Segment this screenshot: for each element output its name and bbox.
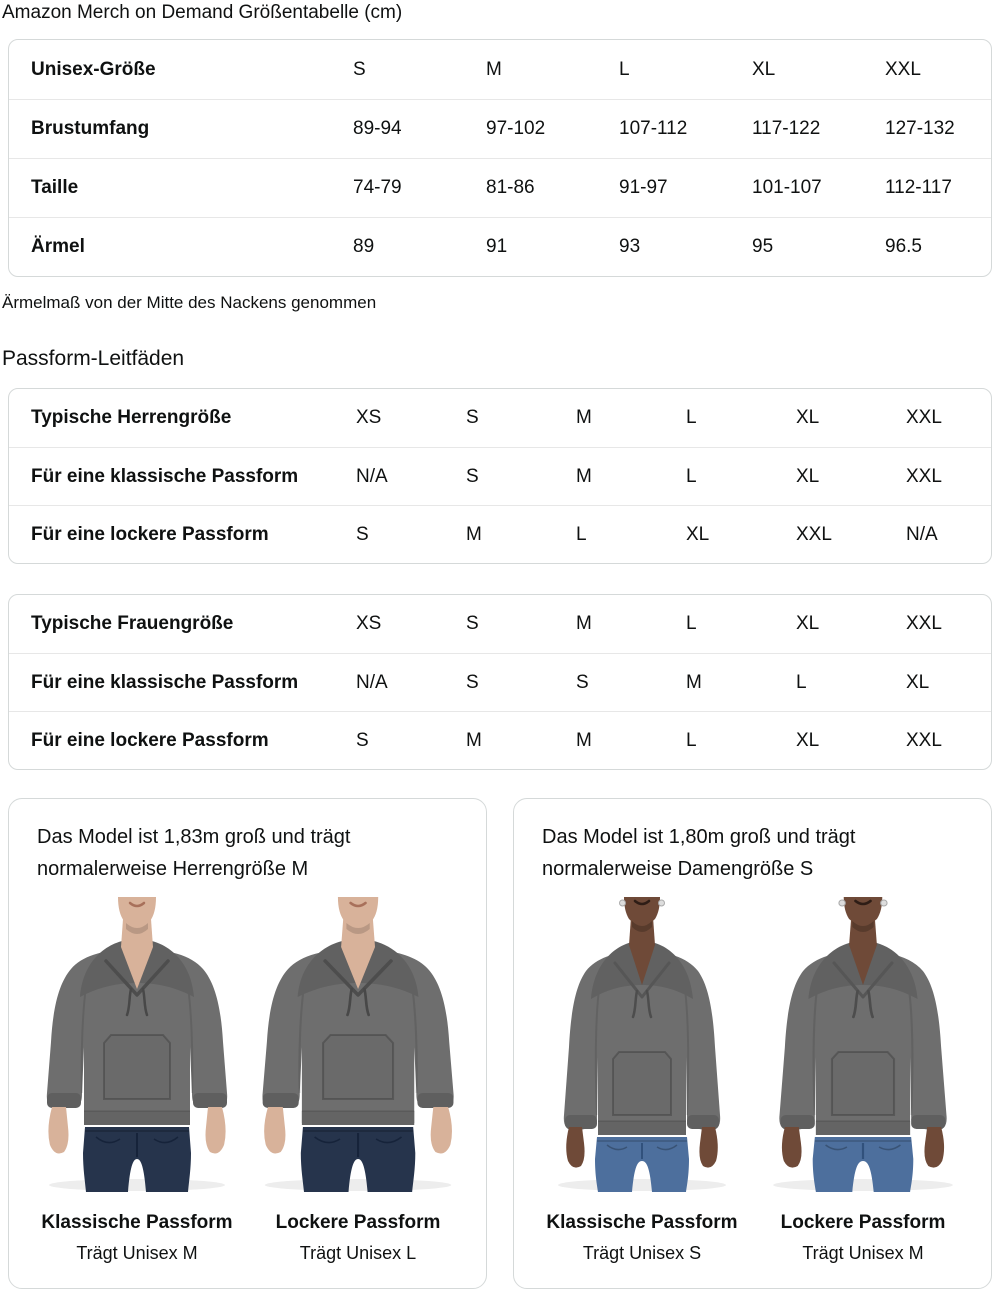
size-cell: L xyxy=(686,729,697,751)
size-cell: 107-112 xyxy=(619,118,688,139)
size-col-header: L xyxy=(619,58,630,80)
size-col-header: XXL xyxy=(885,58,921,80)
size-cell: XL xyxy=(906,671,930,693)
mens-fit-table xyxy=(8,388,992,564)
row-label: Typische Herrengröße xyxy=(31,407,232,428)
row-label: Für eine klassische Passform xyxy=(31,465,299,487)
classic-fit-figure xyxy=(535,897,750,1264)
worn-size-caption: Trägt Unisex L xyxy=(299,1243,417,1263)
worn-size-caption: Trägt Unisex S xyxy=(582,1243,702,1263)
size-cell: XXL xyxy=(796,523,832,545)
loose-fit-figure xyxy=(756,897,971,1264)
loose-fit-figure xyxy=(251,897,466,1264)
model-description: Das Model ist 1,83m groß und trägt normalerweise Herrengröße M xyxy=(37,826,351,880)
male-model-card xyxy=(8,798,487,1289)
size-cell: L xyxy=(686,407,697,428)
size-col-header: M xyxy=(486,58,502,80)
size-col-header: XL xyxy=(752,58,776,80)
fit-caption: Klassische Passform xyxy=(41,1212,233,1233)
womens-fit-table xyxy=(8,594,992,770)
size-cell: S xyxy=(466,613,479,634)
size-cell: 96.5 xyxy=(885,236,922,257)
model-figures xyxy=(534,897,971,1264)
table-row xyxy=(9,389,991,447)
size-cell: M xyxy=(576,729,592,751)
size-cell: 89 xyxy=(353,236,375,257)
fit-guides-heading: Passform-Leitfäden xyxy=(2,347,185,370)
table-row xyxy=(9,653,991,711)
row-label: Taille xyxy=(31,177,79,198)
size-cell: XL xyxy=(796,613,820,634)
size-cell: 117-122 xyxy=(752,118,821,139)
size-cell: XL xyxy=(686,523,710,545)
unisex-size-table xyxy=(8,39,992,277)
row-label: Für eine lockere Passform xyxy=(31,729,269,751)
size-cell: XS xyxy=(356,613,382,634)
table-row xyxy=(9,447,991,505)
worn-size-caption: Trägt Unisex M xyxy=(802,1243,924,1263)
size-cell: 93 xyxy=(619,236,641,257)
size-cell: N/A xyxy=(356,465,388,487)
fit-caption: Lockere Passform xyxy=(780,1212,946,1233)
size-cell: XL xyxy=(796,729,820,751)
model-photo-female-classic-fit xyxy=(535,897,750,1192)
size-cell: M xyxy=(466,729,482,751)
size-cell: S xyxy=(356,729,369,751)
size-cell: 112-117 xyxy=(885,177,952,198)
row-label: Für eine lockere Passform xyxy=(31,523,269,545)
size-cell: 101-107 xyxy=(752,177,822,198)
size-cell: M xyxy=(576,465,592,487)
size-cell: S xyxy=(466,407,479,428)
sleeve-measure-footnote: Ärmelmaß von der Mitte des Nackens genommen xyxy=(2,293,377,312)
size-cell: M xyxy=(686,671,702,693)
row-label: Für eine klassische Passform xyxy=(31,671,299,693)
size-cell: M xyxy=(576,613,592,634)
size-cell: XXL xyxy=(906,465,942,487)
size-cell: L xyxy=(796,671,807,693)
size-cell: 127-132 xyxy=(885,118,955,139)
size-cell: S xyxy=(356,523,369,545)
size-cell: 91-97 xyxy=(619,177,668,198)
size-cell: N/A xyxy=(906,523,938,545)
size-col-header: S xyxy=(353,58,366,80)
model-photo-female-loose-fit xyxy=(756,897,971,1192)
size-cell: 81-86 xyxy=(486,177,535,198)
table-row-waist xyxy=(9,158,991,217)
row-label: Brustumfang xyxy=(31,118,150,139)
fit-caption: Klassische Passform xyxy=(546,1212,738,1233)
size-cell: S xyxy=(466,465,479,487)
size-cell: XXL xyxy=(906,729,942,751)
size-cell: 74-79 xyxy=(353,177,402,198)
worn-size-caption: Trägt Unisex M xyxy=(76,1243,198,1263)
size-cell: 89-94 xyxy=(353,118,402,139)
table-row-chest xyxy=(9,99,991,158)
row-label: Unisex-Größe xyxy=(31,58,156,80)
table-row-sleeve xyxy=(9,217,991,276)
size-cell: XXL xyxy=(906,407,942,428)
size-cell: XL xyxy=(796,407,820,428)
model-photo-male-loose-fit xyxy=(251,897,466,1192)
size-cell: XL xyxy=(796,465,820,487)
fit-caption: Lockere Passform xyxy=(275,1212,441,1233)
table-row xyxy=(9,505,991,563)
table-row xyxy=(9,711,991,769)
size-cell: XXL xyxy=(906,613,942,634)
size-cell: 91 xyxy=(486,236,508,257)
size-cell: 97-102 xyxy=(486,118,546,139)
size-cell: L xyxy=(686,465,697,487)
page-title: Amazon Merch on Demand Größentabelle (cm) xyxy=(2,2,403,23)
female-model-card xyxy=(513,798,992,1289)
size-cell: M xyxy=(576,407,592,428)
classic-fit-figure xyxy=(30,897,245,1264)
size-cell: L xyxy=(576,523,587,545)
size-cell: S xyxy=(466,671,479,693)
row-label: Typische Frauengröße xyxy=(31,613,234,634)
row-label: Ärmel xyxy=(31,236,85,257)
model-description: Das Model ist 1,80m groß und trägt normalerweise Damengröße S xyxy=(542,826,856,880)
size-cell: M xyxy=(466,523,482,545)
size-cell: 95 xyxy=(752,236,774,257)
size-cell: XS xyxy=(356,407,382,428)
table-row xyxy=(9,595,991,653)
model-cards-row xyxy=(8,798,992,1289)
size-cell: N/A xyxy=(356,671,388,693)
size-cell: L xyxy=(686,613,697,634)
model-photo-male-classic-fit xyxy=(30,897,245,1192)
size-cell: S xyxy=(576,671,589,693)
model-figures xyxy=(29,897,466,1264)
table-header-row xyxy=(9,40,991,99)
